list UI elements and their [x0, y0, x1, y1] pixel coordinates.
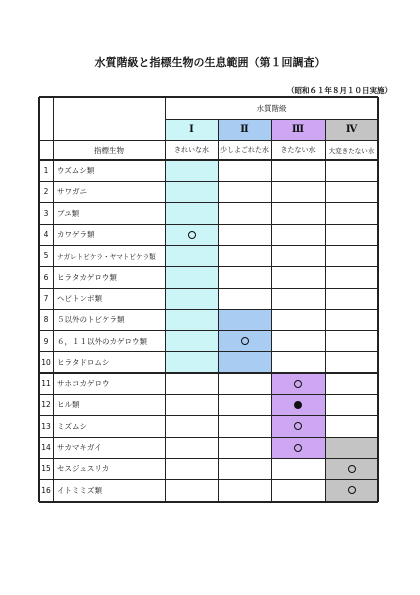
grid-line: [325, 119, 326, 502]
row-number: 10: [41, 357, 51, 367]
grid-line: [39, 330, 378, 331]
grid-line: [38, 97, 39, 502]
species-name: ヒラタドロムシ: [57, 357, 110, 367]
row-number: 7: [43, 293, 49, 303]
grid-line: [39, 351, 378, 352]
grid-line: [377, 97, 378, 502]
row-number: 15: [41, 464, 51, 474]
grid-line: [39, 479, 378, 480]
open-circle-mark: [294, 444, 302, 452]
grid-line: [39, 224, 378, 225]
grid-line: [39, 394, 378, 395]
open-circle-mark: [241, 337, 249, 345]
open-circle-mark: [348, 486, 356, 494]
water-class-header: 水質階級: [256, 103, 287, 113]
species-name: サカマキガイ: [57, 443, 102, 453]
species-name: ナガレトビケラ・ヤマトビケラ類: [57, 252, 156, 261]
open-circle-mark: [188, 231, 196, 239]
habitat-table: [39, 97, 378, 502]
class-description: 大変きたない水: [328, 146, 375, 155]
grid-line: [39, 288, 378, 289]
species-name: セスジュスリカ: [57, 464, 110, 474]
row-number: 11: [41, 379, 51, 389]
row-number: 5: [43, 251, 49, 261]
species-name: ミズムシ: [57, 421, 87, 431]
grid-line: [39, 501, 378, 502]
row-number: 6: [43, 272, 49, 282]
species-name: ブユ類: [57, 208, 80, 218]
row-number: 13: [41, 421, 51, 431]
grid-line: [39, 181, 378, 182]
grid-line: [165, 97, 166, 502]
row-number: 4: [43, 230, 49, 240]
species-name: ５以外のトビケラ類: [57, 315, 125, 325]
row-number: 9: [43, 336, 49, 346]
survey-date: （昭和６１年８月１０日実施）: [287, 86, 392, 95]
class-numeral: Ⅳ: [345, 124, 358, 135]
grid-line: [39, 437, 378, 438]
class-numeral: Ⅰ: [189, 124, 194, 135]
class-numeral: Ⅱ: [240, 124, 249, 135]
row-number: 16: [41, 485, 51, 495]
grid-line: [39, 245, 378, 246]
species-name: ヘビトンボ類: [57, 293, 102, 303]
class-numeral: Ⅲ: [291, 124, 305, 135]
grid-line: [53, 97, 54, 502]
grid-line: [39, 202, 378, 203]
grid-line: [39, 140, 378, 141]
grid-line: [39, 372, 378, 373]
grid-line: [218, 119, 219, 502]
row-number: 3: [43, 208, 49, 218]
species-name: サワガニ: [57, 187, 87, 197]
species-name: ６，１１以外のカゲロウ類: [57, 336, 147, 346]
row-number: 8: [43, 315, 49, 325]
species-name: ウズムシ類: [57, 166, 95, 176]
row-number: 12: [41, 400, 51, 410]
species-name: ヒラタカゲロウ類: [57, 272, 117, 282]
grid-line: [39, 266, 378, 267]
grid-line: [39, 159, 378, 160]
species-name: イトミミズ類: [57, 485, 102, 495]
row-number: 2: [43, 187, 49, 197]
row-number: 14: [41, 443, 51, 453]
indicator-header: 指標生物: [94, 145, 124, 155]
row-number: 1: [43, 166, 49, 176]
open-circle-mark: [348, 465, 356, 473]
grid-line: [39, 415, 378, 416]
page-title: 水質階級と指標生物の生息範囲（第１回調査）: [94, 56, 326, 69]
filled-circle-mark: [294, 401, 302, 409]
class-description: きれいな水: [174, 146, 209, 154]
open-circle-mark: [294, 380, 302, 388]
grid-line: [39, 309, 378, 310]
grid-line: [271, 119, 272, 502]
species-name: カワゲラ類: [57, 230, 95, 240]
class-description: 少しよごれた水: [220, 146, 269, 154]
class-description: きたない水: [280, 146, 316, 154]
grid-line: [39, 96, 378, 97]
species-name: サホコカゲロウ: [57, 379, 110, 389]
species-name: ヒル類: [57, 400, 80, 410]
grid-line: [165, 119, 378, 120]
grid-line: [39, 458, 378, 459]
